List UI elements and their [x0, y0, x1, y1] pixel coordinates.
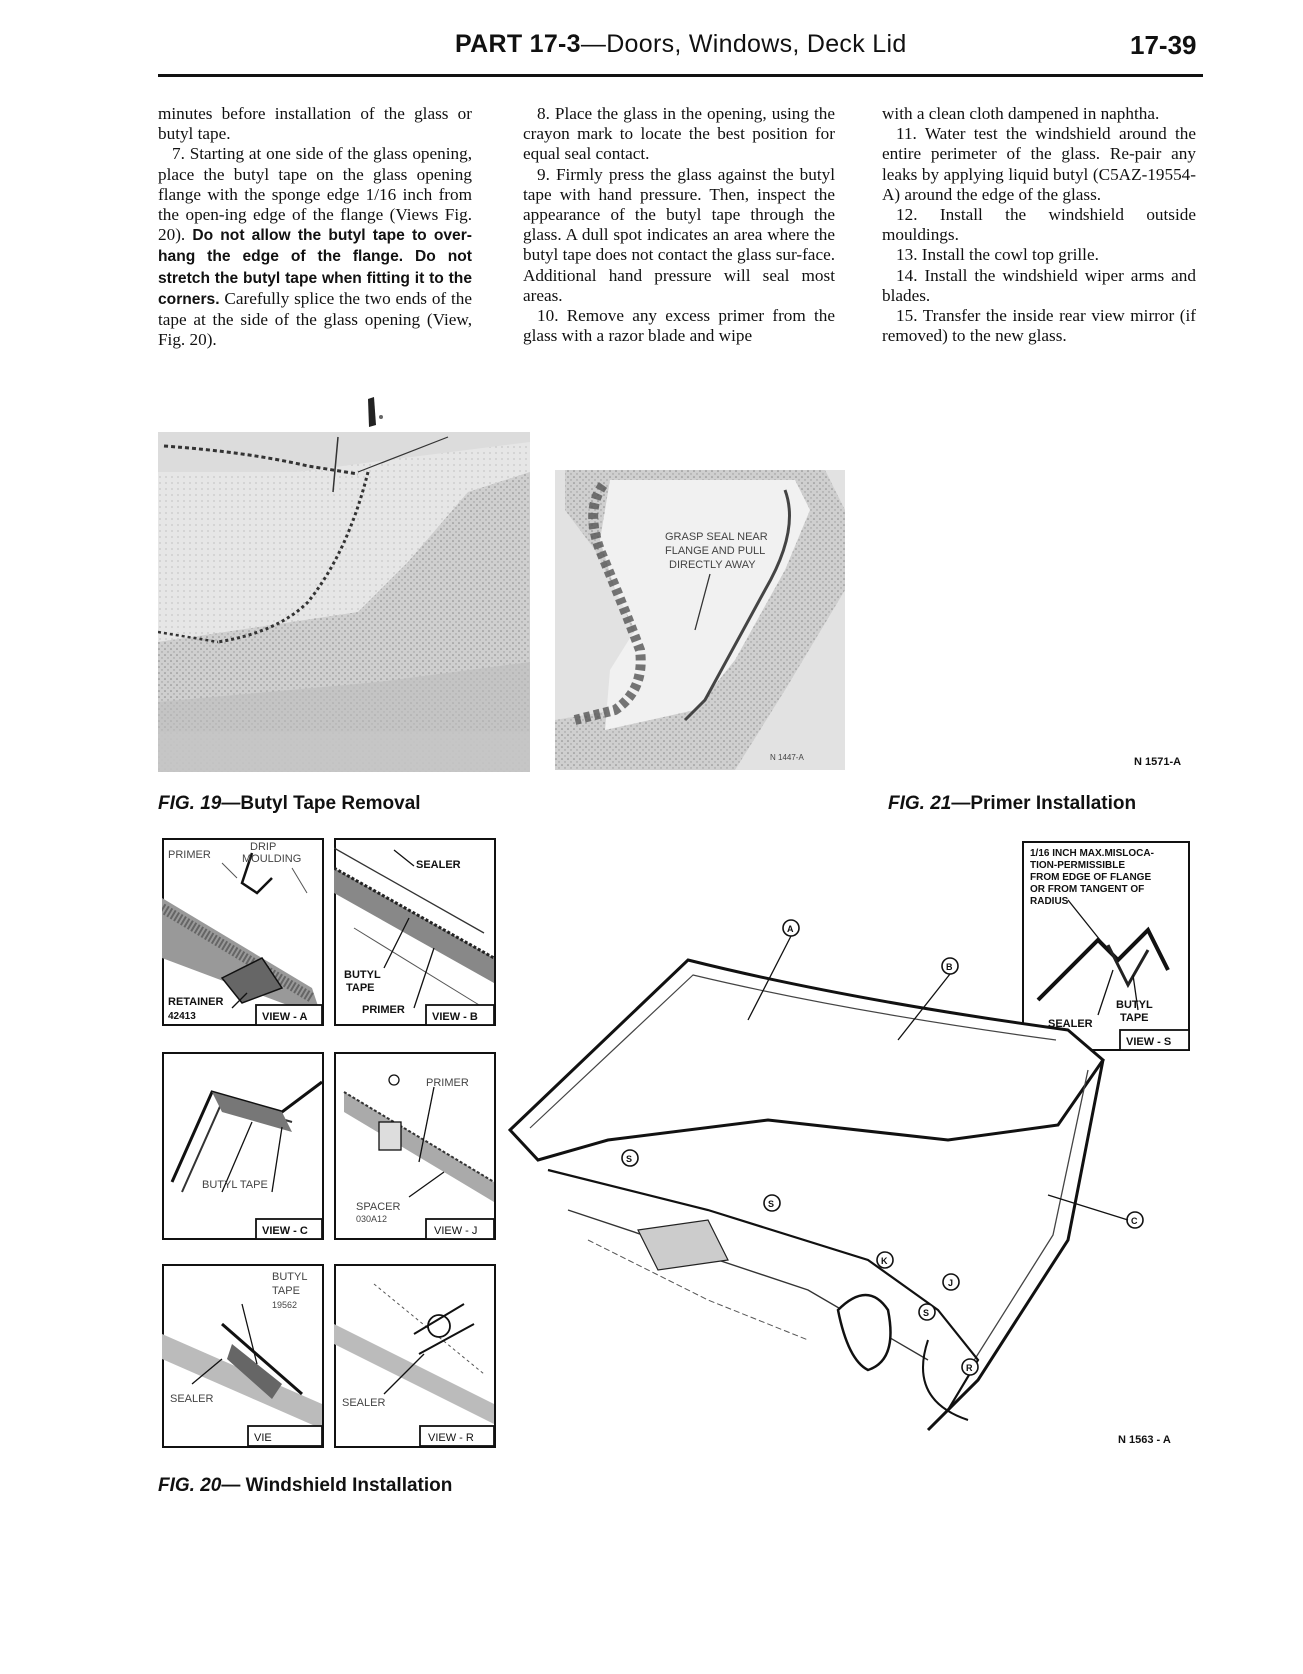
fig21-callout-line3: DIRECTLY AWAY: [669, 559, 756, 571]
view-c-panel: [162, 1052, 324, 1240]
view-b-panel: [334, 838, 496, 1026]
fig21-code: N 1571-A: [1134, 756, 1182, 768]
fig21-caption: [888, 793, 1136, 815]
view-s-note-line3: FROM EDGE OF FLANGE: [1030, 872, 1152, 883]
view-b-primer-label: PRIMER: [362, 1004, 405, 1016]
view-b-butyl-label: BUTYL: [344, 969, 381, 981]
fig21-inner-code: N 1447-A: [770, 753, 804, 762]
view-s-tape-label: TAPE: [1120, 1012, 1149, 1024]
view-j-panel: [334, 1052, 496, 1240]
fig20-code: N 1563 - A: [1118, 1434, 1171, 1446]
view-b-tag: VIEW - B: [432, 1011, 478, 1023]
text-column-1: [158, 104, 472, 350]
fig20-caption-num: FIG. 20: [158, 1475, 222, 1496]
view-b-sealer-label: SEALER: [416, 859, 461, 871]
header-section: —Doors, Windows, Deck Lid: [580, 30, 907, 58]
paragraph-step-15: 15. Transfer the inside rear view mirror (if removed) to the new glass.: [882, 306, 1196, 346]
fig21-callout-line1: GRASP SEAL NEAR: [665, 531, 768, 543]
marker-s-1: S: [626, 1154, 633, 1164]
view-j-primer-label: PRIMER: [426, 1077, 469, 1089]
fig19-caption-num: FIG. 19: [158, 793, 222, 814]
paragraph-step-10-cont: with a clean cloth dampened in naphtha.: [882, 104, 1160, 123]
view-a-drip-label: DRIP: [250, 841, 277, 853]
view-s-inset: [1023, 842, 1189, 1050]
marker-s-2: S: [768, 1199, 775, 1209]
view-lower-left-tag: VIE: [254, 1432, 272, 1444]
fig21-photo: [555, 470, 845, 770]
paragraph-step-12: 12. Install the windshield outside mouldings.: [882, 205, 1196, 245]
paragraph-step-14: 14. Install the windshield wiper arms and blades.: [882, 265, 1196, 305]
view-c-butyl-label: BUTYL TAPE: [202, 1179, 268, 1191]
marker-b: B: [946, 962, 953, 972]
view-s-note-line4: OR FROM TANGENT OF: [1030, 884, 1145, 895]
marker-s-3: S: [923, 1308, 930, 1318]
view-r-panel: [334, 1264, 496, 1448]
view-s-butyl-label: BUTYL: [1116, 999, 1153, 1011]
view-s-tag: VIEW - S: [1126, 1036, 1172, 1048]
view-a-panel: [162, 838, 324, 1026]
paragraph-step-9: 9. Firmly press the glass against the butyl tape with hand pressure. Then, inspect the appearance of the butyl tape through the glass. A dull spot indicates an area where the butyl tape does not contact the glass sur-face. Additional hand pressure will seal most areas.: [523, 164, 835, 305]
fig21-callout-line2: FLANGE AND PULL: [665, 545, 766, 557]
paragraph-step-13: 13. Install the cowl top grille.: [896, 245, 1099, 265]
header-rule: [158, 74, 1203, 77]
marker-a: A: [787, 924, 794, 934]
fig21-caption-text: —Primer Installation: [951, 793, 1137, 814]
paragraph: minutes before installation of the glass or butyl tape.: [158, 104, 472, 144]
view-s-note-line5: RADIUS: [1030, 896, 1069, 907]
view-j-spacer-label: SPACER: [356, 1201, 401, 1213]
view-j-spacer-number: 030A12: [356, 1214, 388, 1224]
fig19-caption: [158, 793, 421, 815]
page-header-title: [455, 30, 907, 59]
header-part: PART 17-3: [455, 30, 581, 58]
marker-k: K: [881, 1256, 888, 1266]
windshield-diagram: [508, 840, 1198, 1460]
fig19-caption-text: —Butyl Tape Removal: [221, 793, 421, 814]
view-r-sealer-label: SEALER: [342, 1397, 386, 1409]
view-b-tape-label: TAPE: [346, 982, 375, 994]
view-s-sealer-label: SEALER: [1048, 1018, 1093, 1030]
view-s-note-line2: TION-PERMISSIBLE: [1030, 860, 1126, 871]
view-c-tag: VIEW - C: [262, 1225, 308, 1237]
view-s-note-line1: 1/16 INCH MAX.MISLOCA-: [1030, 848, 1154, 859]
paragraph-step-8: 8. Place the glass in the opening, using the crayon mark to locate the best position for equal seal contact.: [523, 104, 835, 164]
step-7-warning: Do not allow the butyl tape to over-hang the edge of the flange. Do not stretch the butyl tape when fitting it to the corners.: [158, 227, 472, 308]
view-a-part-number: 42413: [168, 1011, 196, 1022]
fig20-caption: [158, 1475, 452, 1497]
text-column-3: [882, 104, 1196, 346]
view-lower-left-part-number: 19562: [272, 1300, 298, 1310]
view-r-tag: VIEW - R: [428, 1432, 474, 1444]
view-lower-left-panel: [162, 1264, 324, 1448]
view-a-moulding-label: MOULDING: [242, 853, 302, 865]
step-7-text-end: Carefully splice the two ends of the tape at the side of the glass opening (View, Fig. 20).: [158, 288, 472, 350]
view-a-tag: VIEW - A: [262, 1011, 308, 1023]
text-column-2: [523, 104, 835, 346]
view-lower-left-sealer-label: SEALER: [170, 1393, 214, 1405]
print-artifact-mark: [360, 395, 390, 429]
paragraph-step-10: 10. Remove any excess primer from the glass with a razor blade and wipe: [523, 306, 835, 346]
view-a-primer-label: PRIMER: [168, 849, 211, 861]
view-lower-left-tape-label: TAPE: [272, 1285, 300, 1297]
paragraph-step-7: [158, 144, 472, 350]
marker-c: C: [1131, 1216, 1138, 1226]
marker-j: J: [948, 1278, 954, 1288]
fig19-photo: [158, 432, 530, 772]
step-7-text: 7. Starting at one side of the glass opening, place the butyl tape on the glass opening flange with the sponge edge 1/16 inch from the open-ing edge of the flange (Views Fig. 20).: [158, 144, 472, 245]
fig20-caption-text: — Windshield Installation: [221, 1475, 453, 1496]
fig21-caption-num: FIG. 21: [888, 793, 952, 814]
paragraph-step-11: 11. Water test the windshield around the entire perimeter of the glass. Re-pair any leaks by applying liquid butyl (C5AZ-19554-A) around the edge of the glass.: [882, 124, 1196, 204]
view-a-retainer-label: RETAINER: [168, 996, 224, 1008]
page-number: 17-39: [1130, 30, 1197, 60]
view-lower-left-butyl-label: BUTYL: [272, 1271, 308, 1283]
marker-r: R: [966, 1363, 973, 1373]
view-j-tag: VIEW - J: [434, 1225, 478, 1237]
